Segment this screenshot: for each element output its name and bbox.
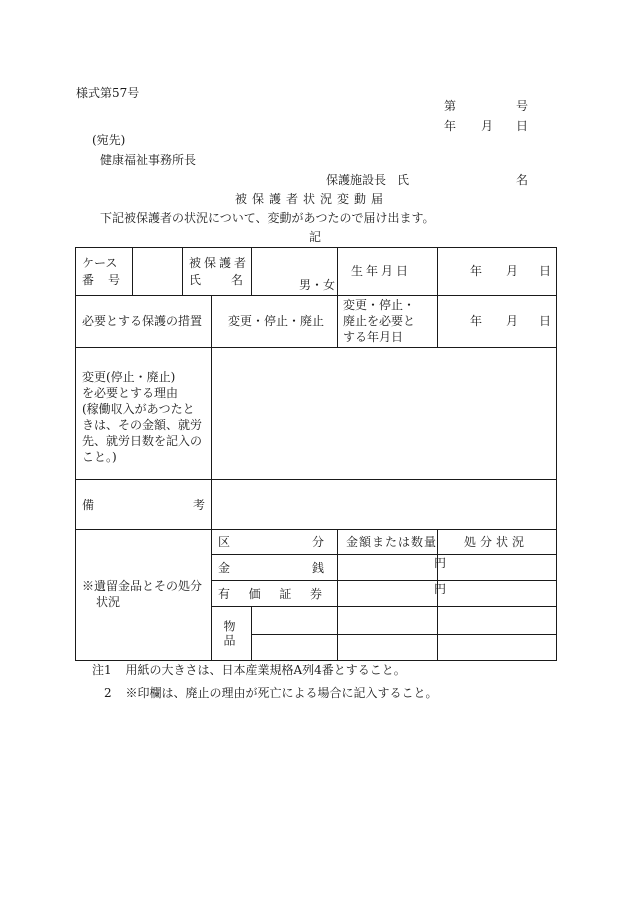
protected-person-label-2: 氏名: [189, 273, 274, 287]
note-1: 注1 用紙の大きさは、日本産業規格A列4番とすること。: [92, 663, 406, 677]
row-securities-char-2: 価: [248, 587, 261, 601]
col-category-label-1: 区: [218, 535, 231, 549]
row-cash-label-2: 銭: [312, 561, 325, 575]
yen-unit-cash: 円: [434, 556, 447, 570]
required-date-month: 月: [506, 314, 519, 328]
row-securities-label: [212, 581, 338, 607]
goods-amount-1[interactable]: [338, 607, 438, 635]
remarks-label-1: 備: [82, 498, 95, 512]
addressee: 健康福祉事務所長: [100, 153, 197, 167]
protected-person-label-1: 被保護者: [189, 256, 250, 270]
case-number-label-2: 番号: [82, 273, 135, 287]
required-date-label-1: 変更・停止・: [343, 298, 416, 312]
row-securities-char-3: 証: [279, 587, 292, 601]
reason-label-cell: [76, 348, 212, 480]
required-date-label-3: する年月日: [343, 330, 404, 344]
securities-amount-value[interactable]: [338, 581, 447, 607]
row-securities-label-group: [218, 587, 322, 601]
estate-label-1: ※遺留金品とその処分: [82, 579, 203, 593]
reason-line-1: 変更(停止・廃止): [82, 370, 176, 384]
col-amount-header: [338, 530, 438, 555]
birth-date-month: 月: [506, 264, 519, 278]
date-year: 年: [444, 119, 457, 133]
col-category-header: [212, 530, 338, 555]
cash-amount-value[interactable]: [338, 555, 447, 581]
goods-status-2[interactable]: [438, 634, 557, 661]
reason-line-2: を必要とする理由: [82, 386, 179, 400]
lead-text: 下記被保護者の状況について、変動があつたので届け出ます。: [100, 211, 435, 225]
name-suffix: 名: [516, 173, 529, 187]
protected-person-name-value[interactable]: [252, 248, 338, 296]
goods-item-2[interactable]: [252, 634, 338, 661]
row-securities-char-1: 有: [218, 587, 231, 601]
note-2: 2 ※印欄は、廃止の理由が死亡による場合に記入すること。: [104, 686, 438, 700]
facility-head: 保護施設長: [326, 173, 387, 187]
goods-item-1[interactable]: [252, 607, 338, 635]
required-measure-label-cell: [76, 296, 212, 348]
remarks-value[interactable]: [212, 480, 557, 530]
required-date-label-2: 廃止を必要と: [343, 314, 416, 328]
securities-status-value[interactable]: [438, 581, 557, 607]
col-status-header: [438, 530, 557, 555]
required-date-year: 年: [470, 314, 483, 328]
number-suffix: 号: [516, 99, 529, 113]
reason-line-3: (稼働収入があつたと: [82, 402, 195, 416]
estate-label-cell: [76, 530, 212, 661]
goods-amount-2[interactable]: [338, 634, 438, 661]
required-measure-label: 必要とする保護の措置: [82, 314, 203, 328]
remarks-label-cell: [76, 480, 212, 530]
birth-date-year: 年: [470, 264, 483, 278]
status-change-table: [75, 247, 557, 661]
date-month: 月: [481, 119, 494, 133]
ki-label: 記: [309, 230, 322, 244]
protected-person-label-cell: [183, 248, 274, 296]
case-number-label-1: ケース: [82, 256, 118, 270]
document-title: 被保護者状況変動届: [235, 192, 389, 206]
col-amount-label: 金額または数量: [346, 535, 438, 549]
col-status-label: 処分状況: [464, 535, 529, 549]
case-number-value[interactable]: [133, 248, 183, 296]
remarks-label-2: 考: [193, 498, 206, 512]
row-goods-label-text: 物品: [222, 620, 236, 648]
reason-line-5: 先、就労日数を記入の: [82, 434, 203, 448]
row-cash-label: [212, 555, 338, 581]
required-date-label-cell: [338, 296, 438, 348]
measure-options-cell[interactable]: [212, 296, 338, 348]
reason-line-6: こと。): [82, 450, 117, 464]
goods-status-1[interactable]: [438, 607, 557, 635]
case-number-label-cell: [76, 248, 133, 296]
estate-label-2: 状況: [96, 595, 121, 609]
number-prefix: 第: [444, 99, 457, 113]
col-category-label-2: 分: [312, 535, 325, 549]
required-date-day: 日: [539, 314, 552, 328]
name-prefix: 氏: [397, 173, 410, 187]
cash-status-value[interactable]: [438, 555, 557, 581]
addressee-label: (宛先): [92, 133, 126, 147]
birth-date-day: 日: [539, 264, 552, 278]
required-date-value[interactable]: [438, 296, 557, 348]
birth-date-value[interactable]: [438, 248, 557, 296]
measure-options: 変更・停止・廃止: [228, 314, 325, 328]
yen-unit-securities: 円: [434, 582, 447, 596]
reason-line-4: きは、その金額、就労: [82, 418, 203, 432]
reason-value[interactable]: [212, 348, 557, 480]
sex-options: 男・女: [299, 278, 336, 292]
date-day: 日: [516, 119, 529, 133]
row-securities-char-4: 券: [309, 587, 322, 601]
row-goods-label: [212, 607, 252, 661]
birth-date-label: 生年月日: [351, 264, 412, 278]
birth-date-label-cell: [338, 248, 438, 296]
form-number: 様式第57号: [76, 86, 140, 100]
row-cash-label-1: 金: [218, 561, 231, 575]
